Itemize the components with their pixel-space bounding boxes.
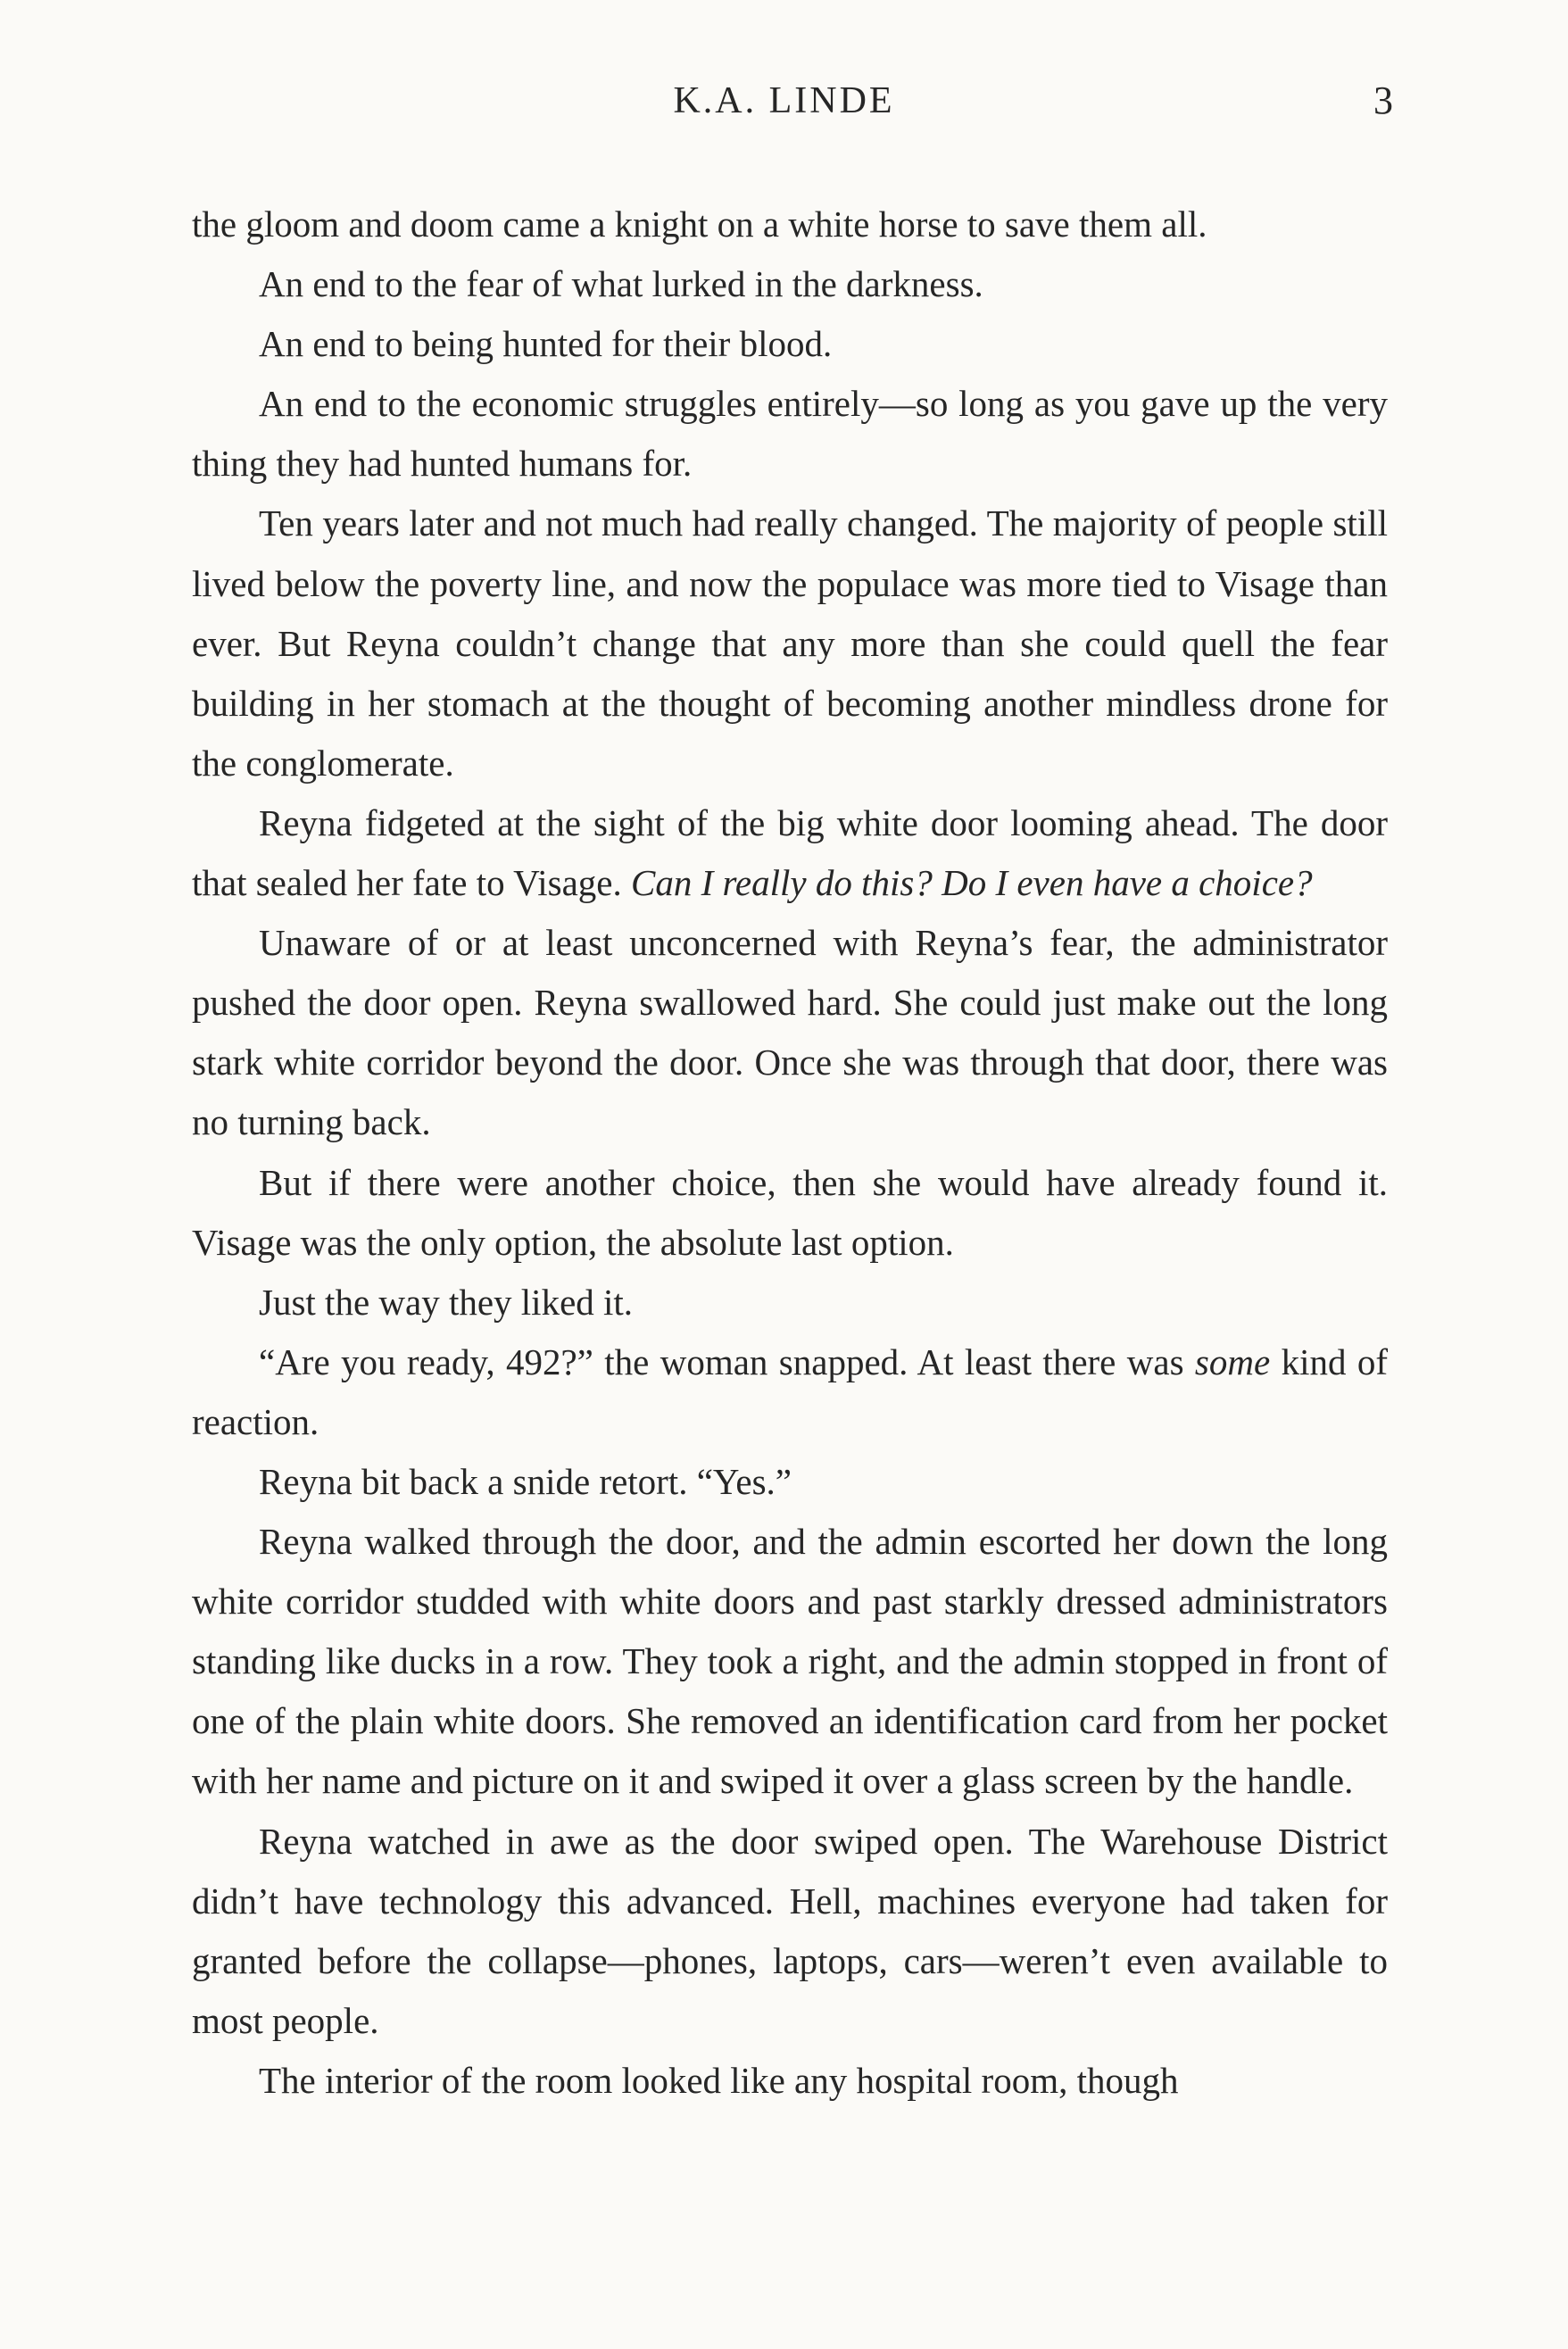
paragraph — [192, 1332, 1388, 1452]
body-text — [192, 195, 1388, 2111]
paragraph: the gloom and doom came a knight on a white horse to save them all. — [192, 203, 1207, 245]
paragraph: Reyna bit back a snide retort. “Yes.” — [259, 1460, 792, 1502]
running-header — [0, 70, 1568, 132]
paragraph: An end to the fear of what lurked in the darkness. — [259, 263, 983, 305]
paragraph-text: Reyna fidgeted at the sight of the big white door looming ahead. The door that sealed her fate to Visage. — [192, 801, 1388, 904]
paragraph — [192, 793, 1388, 913]
paragraph-text: kind of reaction. — [192, 1341, 1389, 1442]
italic-emphasis: some — [1194, 1341, 1271, 1382]
paragraph: But if there were another choice, then she would have already found it. Visage was the only option, the absolute last option. — [192, 1161, 1388, 1263]
paragraph: Unaware of or at least unconcerned with Reyna’s fear, the administrator pushed the door open. Reyna swallowed hard. She could just make out the long stark white corridor beyond the door. Once she was through that door, there was no turning back. — [192, 922, 1388, 1143]
paragraph: An end to the economic struggles entirely—so long as you gave up the very thing they had hunted humans for. — [192, 383, 1388, 485]
paragraph: Reyna watched in awe as the door swiped open. The Warehouse District didn’t have technology this advanced. Hell, machines everyone had taken for granted before the collapse—phones, laptops, cars—weren’t even available to most people. — [192, 1820, 1388, 2041]
paragraph: Reyna walked through the door, and the admin escorted her down the long white corridor studded with white doors and past starkly dressed administrators standing like ducks in a row. They took a right, and the admin stopped in front of one of the plain white doors. She removed an identification card from her pocket with her name and picture on it and swiped it over a glass screen by the handle. — [192, 1521, 1388, 1802]
paragraph: Just the way they liked it. — [259, 1281, 634, 1323]
paragraph-text: “Are you ready, 492?” the woman snapped. At least there was — [259, 1341, 1195, 1382]
paragraph: Ten years later and not much had really changed. The majority of people still lived below the poverty line, and now the populace was more tied to Visage than ever. But Reyna couldn’t change that any more than she could quell the fear building in her stomach at the thought of becoming another mindless drone for the conglomerate. — [192, 502, 1388, 784]
page-number: 3 — [1373, 79, 1393, 122]
italic-thought: Can I really do this? Do I even have a choice? — [631, 862, 1313, 904]
paragraph: The interior of the room looked like any hospital room, though — [259, 2059, 1179, 2101]
paragraph: An end to being hunted for their blood. — [259, 323, 833, 365]
author-name: K.A. LINDE — [673, 80, 895, 121]
